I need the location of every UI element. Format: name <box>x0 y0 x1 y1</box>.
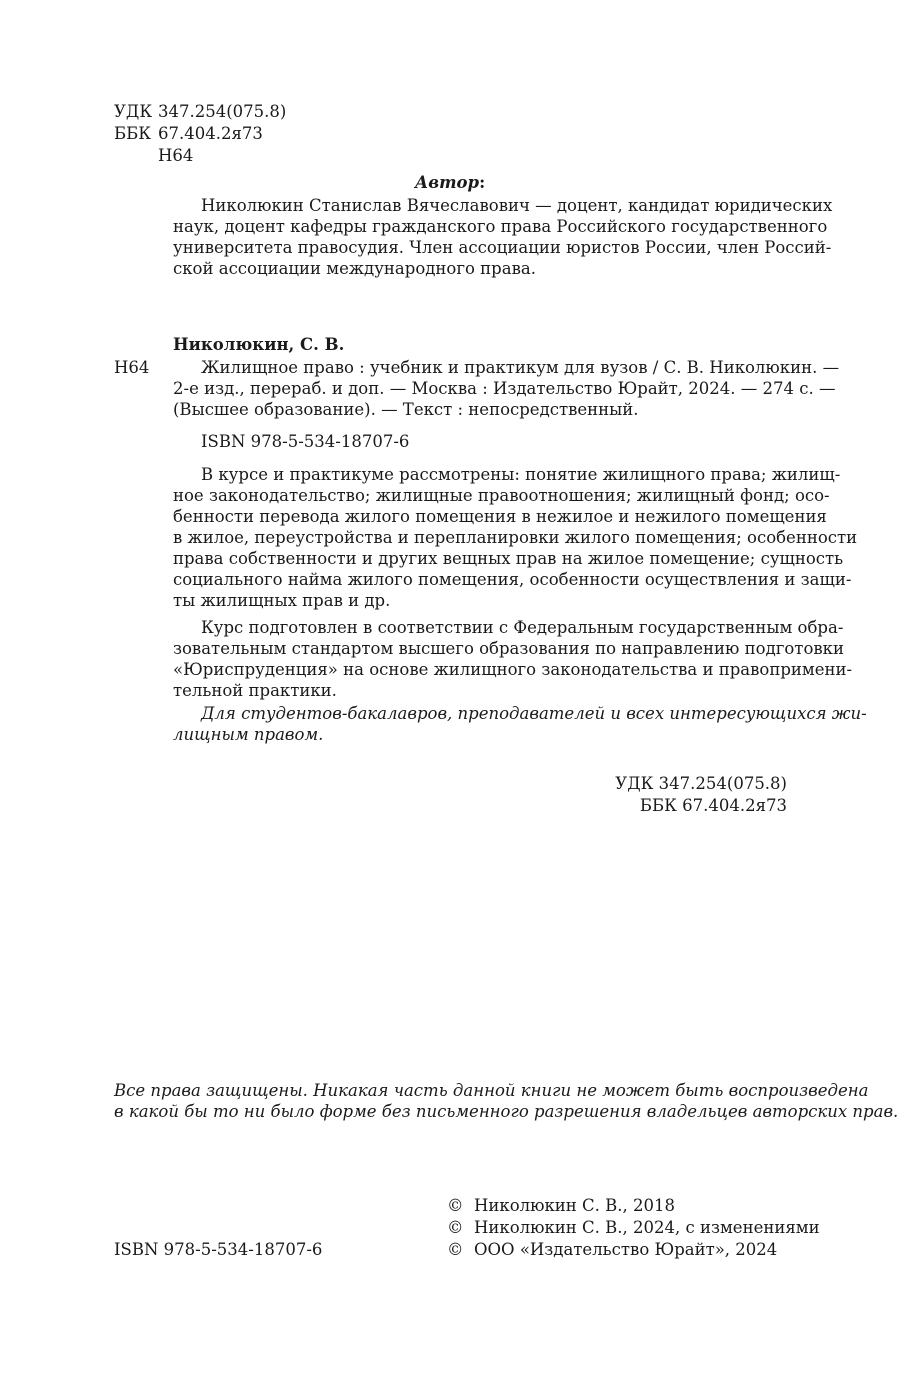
annotation-line: зовательным стандартом высшего образования по направлению подготовки <box>173 639 844 658</box>
author-bio-line: ской ассоциации международного права. <box>173 259 536 278</box>
annotation-paragraph-1 <box>173 464 858 611</box>
annotation-line: тельной практики. <box>173 681 337 700</box>
annotation-paragraph-2 <box>173 617 853 701</box>
udk-label: УДК <box>114 102 153 121</box>
udk-value: 347.254(075.8) <box>158 102 287 121</box>
author-bio-line: наук, доцент кафедры гражданского права Российского государственного <box>173 217 828 236</box>
copyright-line <box>447 1195 675 1216</box>
rights-notice <box>114 1080 899 1122</box>
author-heading-text: Автор <box>414 173 480 192</box>
bib-mark: Н64 <box>114 358 150 377</box>
bib-description-line: 2-е изд., перераб. и доп. — Москва : Издательство Юрайт, 2024. — 274 с. — <box>173 379 836 398</box>
bib-description <box>173 357 840 420</box>
footer-bbk: ББК 67.404.2я73 <box>639 796 787 815</box>
annotation-line: Курс подготовлен в соответствии с Федеральным государственным обра- <box>201 618 844 637</box>
footer-udk: УДК 347.254(075.8) <box>615 774 787 793</box>
annotation-line: ты жилищных прав и др. <box>173 591 391 610</box>
annotation-line: в жилое, переустройства и перепланировки жилого помещения; особенности <box>173 528 858 547</box>
copyright-line <box>447 1217 820 1238</box>
copyright-text: Николюкин С. В., 2018 <box>474 1196 675 1215</box>
bbk-value: 67.404.2я73 <box>158 124 263 143</box>
copyright-text: ООО «Издательство Юрайт», 2024 <box>474 1240 778 1259</box>
author-heading-colon: : <box>479 173 486 192</box>
author-bio-line: Николюкин Станислав Вячеславович — доцент, кандидат юридических <box>201 196 833 215</box>
annotation-line: бенности перевода жилого помещения в нежилое и нежилого помещения <box>173 507 827 526</box>
bib-isbn: ISBN 978-5-534-18707-6 <box>201 432 410 451</box>
author-heading <box>0 172 900 193</box>
annotation-line: В курсе и практикуме рассмотрены: понятие жилищного права; жилищ- <box>201 465 841 484</box>
annotation-line: права собственности и других вещных прав на жилое помещение; сущность <box>173 549 844 568</box>
bib-description-line: (Высшее образование). — Текст : непосредственный. <box>173 400 639 419</box>
footer-isbn: ISBN 978-5-534-18707-6 <box>114 1240 323 1259</box>
copyright-symbol: © <box>447 1240 464 1259</box>
bbk-label: ББК <box>114 124 152 143</box>
annotation-line: социального найма жилого помещения, особенности осуществления и защи- <box>173 570 852 589</box>
annotation-line: «Юриспруденция» на основе жилищного законодательства и правопримени- <box>173 660 853 679</box>
copyright-symbol: © <box>447 1196 464 1215</box>
audience-line: лищным правом. <box>173 725 324 744</box>
copyright-text: Николюкин С. В., 2024, с изменениями <box>474 1218 820 1237</box>
author-bio <box>173 195 833 279</box>
author-mark: Н64 <box>158 146 194 165</box>
copyright-symbol: © <box>447 1218 464 1237</box>
bib-description-line: Жилищное право : учебник и практикум для вузов / С. В. Николюкин. — <box>201 358 840 377</box>
audience-line: Для студентов-бакалавров, преподавателей и всех интересующихся жи- <box>201 704 867 723</box>
author-bio-line: университета правосудия. Член ассоциации юристов России, член Россий- <box>173 238 832 257</box>
copyright-line <box>447 1239 777 1260</box>
rights-line: в какой бы то ни было форме без письменного разрешения владельцев авторских прав. <box>114 1102 899 1121</box>
rights-line: Все права защищены. Никакая часть данной книги не может быть воспроизведена <box>114 1081 869 1100</box>
annotation-line: ное законодательство; жилищные правоотношения; жилищный фонд; осо- <box>173 486 830 505</box>
annotation-audience <box>173 703 867 745</box>
bib-author-heading: Николюкин, С. В. <box>173 335 345 354</box>
